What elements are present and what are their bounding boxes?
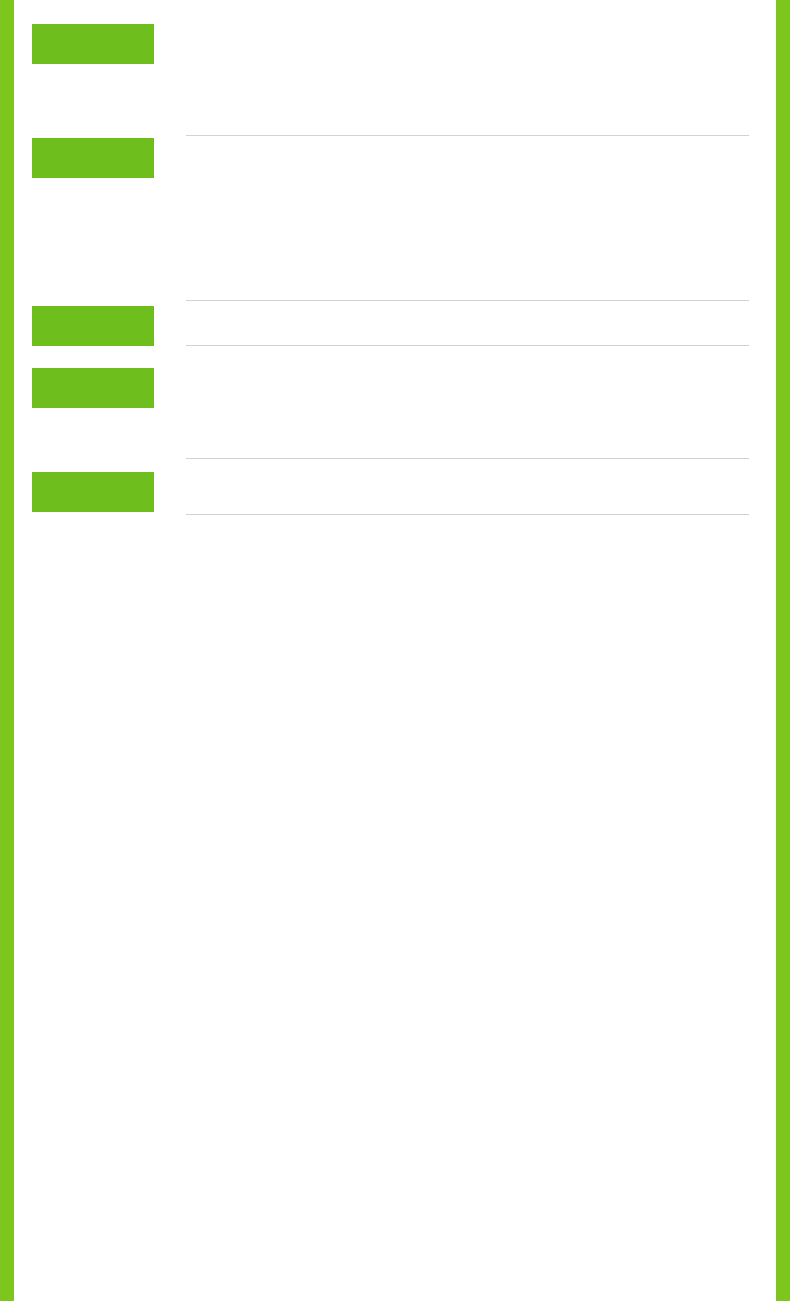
label-composition [32,138,154,178]
divider [186,458,749,459]
right-border [776,0,790,1301]
label-appearance [32,306,154,346]
divider [186,514,749,515]
label-indications [32,368,154,408]
divider [186,135,749,136]
divider [186,345,749,346]
divider [186,300,749,301]
label-specification [32,472,154,512]
left-border [0,0,14,1301]
label-drug-name [32,24,154,64]
